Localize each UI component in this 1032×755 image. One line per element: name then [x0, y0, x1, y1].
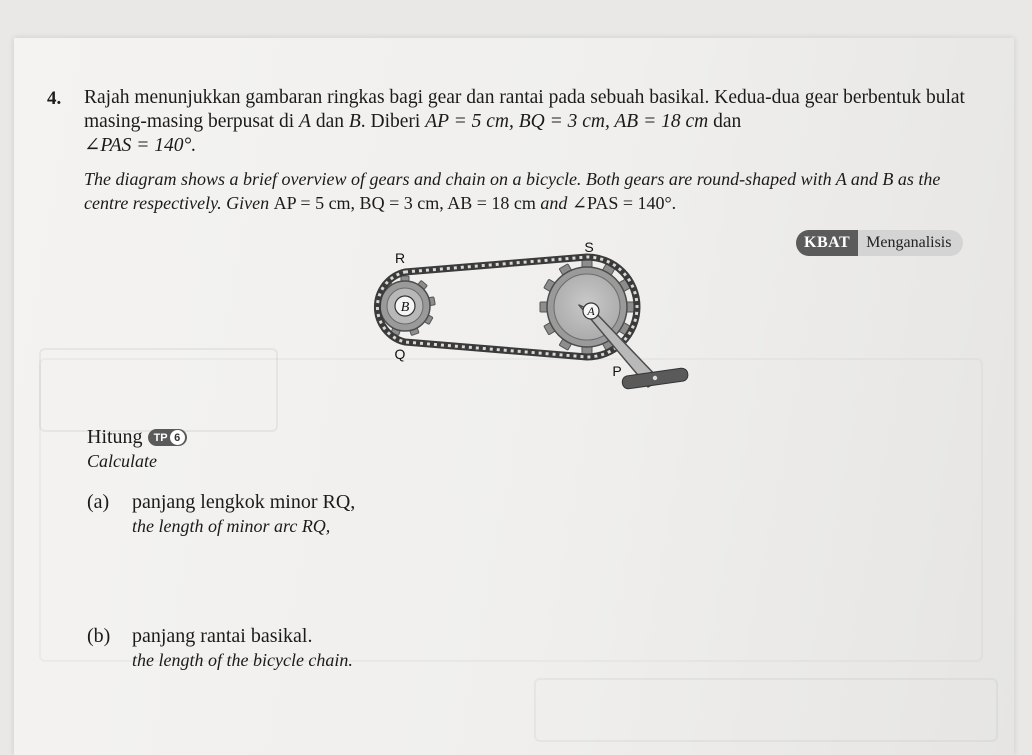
question-text-malay: [84, 86, 989, 158]
part-b-english: the length of the bicycle chain.: [132, 650, 353, 670]
question-number: 4.: [47, 88, 62, 109]
tp-badge-text: TP: [153, 431, 168, 444]
english-text: The diagram shows a brief overview of gears and chain on a bicycle. Both gears are round-shaped with A and B as the centre respectively. Given: [84, 169, 941, 213]
part-a-malay-text: panjang lengkok minor RQ,: [132, 491, 356, 513]
diagram-label-p: P: [612, 363, 622, 379]
part-b-malay: [87, 625, 313, 648]
malay-givens: AP = 5 cm, BQ = 3 cm, AB = 18 cm: [425, 111, 709, 132]
kbat-badge: [796, 230, 963, 256]
diagram-label-a: A: [587, 304, 595, 318]
question-text-english: [84, 167, 989, 215]
bleed-through-box-2: [534, 678, 998, 742]
english-and: and: [540, 193, 568, 213]
instruction-malay: [87, 426, 187, 449]
diagram-label-b: B: [400, 300, 410, 315]
malay-dan-2: dan: [713, 111, 742, 132]
kbat-tag: KBAT: [796, 230, 858, 256]
hitung-text: Hitung: [87, 426, 143, 448]
diagram-label-r: R: [394, 250, 406, 266]
kbat-label: Menganalisis: [866, 234, 952, 251]
part-a-label: (a): [87, 491, 110, 513]
malay-angle: ∠PAS = 140°.: [84, 135, 197, 156]
instruction-english: Calculate: [87, 451, 157, 471]
diagram-label-s: S: [584, 239, 594, 255]
part-a-malay: [87, 491, 355, 514]
english-givens: AP = 5 cm, BQ = 3 cm, AB = 18 cm: [273, 193, 536, 213]
english-angle: ∠PAS = 140°.: [571, 193, 677, 213]
malay-center-b: B: [348, 111, 361, 132]
diagram-label-q: Q: [394, 346, 406, 362]
tp-level: 6: [170, 430, 185, 445]
malay-text: Rajah menunjukkan gambaran ringkas bagi gear dan rantai pada sebuah basikal. Kedua-dua gear berbentuk bulat masing-masing berpusat di: [84, 87, 965, 132]
malay-diberi: . Diberi: [360, 111, 421, 132]
part-a-english: the length of minor arc RQ,: [132, 516, 331, 536]
gear-chain-diagram: [360, 232, 700, 397]
tp-badge: [148, 429, 187, 446]
part-b-malay-text: panjang rantai basikal.: [132, 625, 313, 647]
malay-center-a: A: [299, 111, 311, 132]
part-b-label: (b): [87, 625, 111, 647]
malay-dan: dan: [315, 111, 344, 132]
